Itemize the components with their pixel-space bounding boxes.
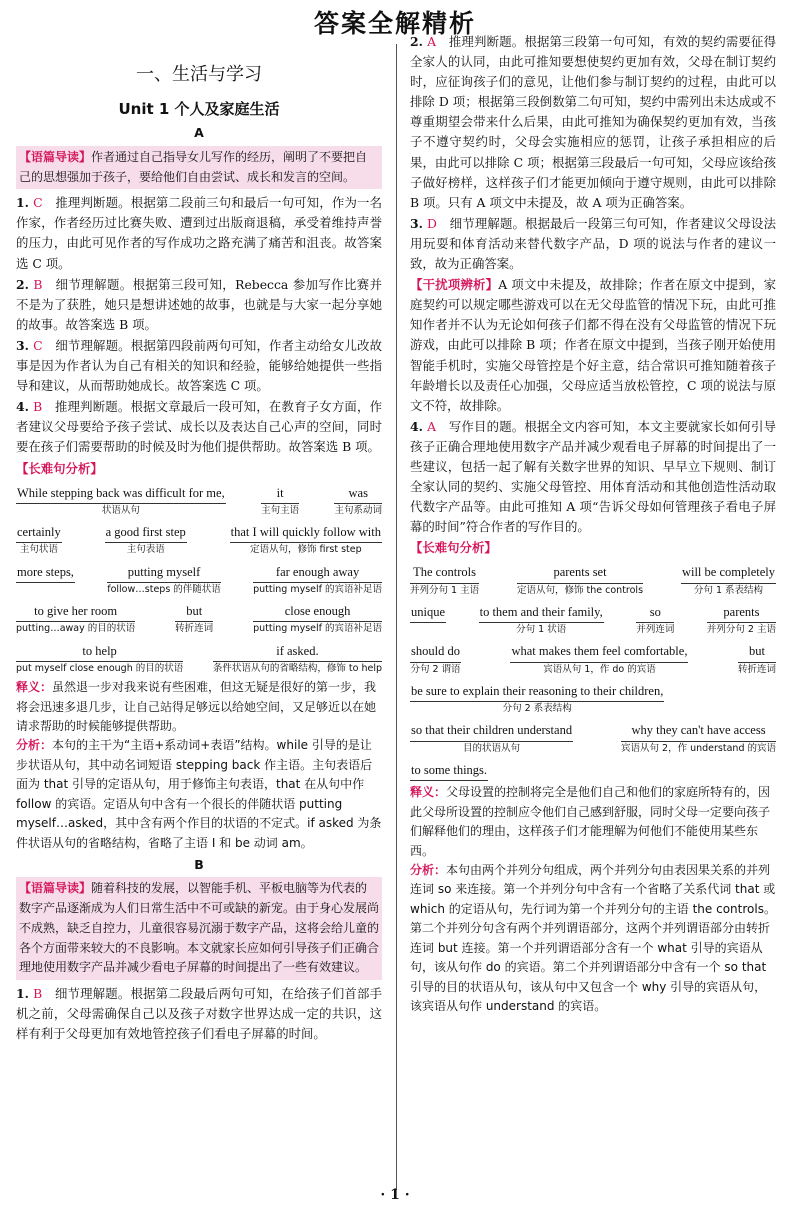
sentence-chunk: [681, 562, 776, 598]
chunk-annotation: 分句 1 系表结构: [693, 584, 764, 596]
answer-choice: A: [427, 418, 437, 434]
long-sentence-label: 【长难句分析】: [16, 460, 103, 476]
guide-text: 随着科技的发展，以智能手机、平板电脑等为代表的数字产品逐渐成为人们日常生活中不可或缺的新宠。由于身心发展尚不成熟，缺乏自控力，儿童很容易沉溺于数字产品，这将会给儿童的各个方面带来较大的不良影响。本文就家长应如何引导孩子们正确合理地使用数字产品并减少看电子屏幕的时间提出了一些有效建议。: [19, 881, 380, 975]
chunk-annotation: putting myself 的宾语补足语: [253, 583, 382, 595]
sentence-chunk: [636, 602, 674, 638]
sentence-chunk: [334, 483, 382, 519]
guide-label: 【语篇导读】: [19, 149, 92, 164]
sentence-chunk: [16, 601, 135, 637]
sentence-chunk: [707, 602, 776, 638]
chunk-row: [410, 641, 776, 677]
sentence-chunk: [410, 641, 461, 677]
sentence-chunk: [16, 522, 62, 558]
answer-b-1: 1. B 细节理解题。根据第二段最后两句可知，在给孩子们首部手机之前，父母需确保自己以及孩子对数字世界达成一定的共识，这样有利于父母更加有效地管控孩子们看电子屏幕的时间。: [16, 986, 382, 1042]
sentence-analysis-b: [410, 562, 776, 781]
left-column: [16, 46, 382, 1046]
chunk-annotation: 宾语从句 1，作 do 的宾语: [543, 663, 656, 675]
distractor-analysis: 【干扰项辨析】A 项文中未提及，故排除；作者在原文中提到，家庭契约可以规定哪些游戏可以在无父母监管的情况下玩，由此可推知作者并不认为无论如何孩子们都不得在没有父母监管的情况下玩游戏，由此可以排除 B 项；作者在原文中提到，当孩子刚开始使用智能手机时，实施父母管控是个好主意，结合常识可推知随着孩子年龄增长以及责任心加强，父母应适当放松管控，C 项的说法与原文不符，故排除。: [410, 277, 776, 413]
chunk-row: [16, 641, 382, 677]
chunk-annotation: follow…steps 的伴随状语: [107, 583, 221, 595]
passage-b-guide: [16, 877, 382, 980]
chunk-text: to them and their family,: [479, 602, 604, 623]
sentence-chunk: [517, 562, 643, 598]
answer-a-4: 4. B 推理判断题。根据文章最后一段可知，在教育子女方面，作者建议父母要给予孩子尝试、成长以及表达自己心声的空间，同时要在孩子们需要帮助的时候及时为他们提供帮助。故答案选 B 项。: [16, 399, 382, 455]
sentence-chunk: [16, 483, 226, 519]
page-number: · 1 ·: [380, 1187, 410, 1204]
chunk-text: if asked.: [213, 641, 382, 662]
chunk-text: parents set: [517, 562, 643, 583]
translation-b: 释义：父母设置的控制将完全是他们自己和他们的家庭所特有的，因此父母所设置的控制应令他们自己感到舒服，同时父母一定要向孩子们解释他们的理由，这样孩子们才能理解为何他们不能使用某些东西。: [410, 785, 771, 858]
chunk-text: close enough: [253, 601, 382, 622]
sentence-chunk: [738, 641, 776, 677]
answer-a-1: 1. C 推理判断题。根据第二段前三句和最后一句可知，作为一名作家，作者经历过比赛失败、遭到过出版商退稿，承受着维持声誉的压力，由此可见作者的写作成功之路充满了痛苦和沮丧。故答案选 C 项。: [16, 195, 383, 271]
sentence-chunk: [105, 522, 187, 558]
chunk-text: unique: [410, 602, 446, 623]
chunk-annotation: 宾语从句 2，作 understand 的宾语: [621, 742, 776, 754]
chunk-text: far enough away: [253, 562, 382, 583]
answer-choice: C: [33, 195, 43, 211]
chunk-text: so: [636, 602, 674, 623]
sentence-chunk: [16, 641, 183, 677]
unit-heading: Unit 1 个人及家庭生活: [118, 100, 280, 119]
chunk-annotation: putting…away 的目的状语: [16, 623, 136, 635]
answer-b-4: 4. A 写作目的题。根据全文内容可知，本文主要就家长如何引导孩子正确合理地使用数字产品并减少观看电子屏幕的时间提出了一些建议，包括一起了解有关数字世界的知识、早早立下规则、制订全家认同的契约、实施父母管控、用体育活动和其他创造性活动取代数字产品等。由此可推知 A 项“告诉父母如何管理孩子看电子屏幕的时间”符合作者的写作目的。: [410, 418, 776, 535]
sentence-chunk: [410, 602, 446, 623]
chunk-text: will be completely: [681, 562, 776, 583]
sentence-chunk: [175, 601, 213, 637]
chunk-text: to give her room: [16, 601, 135, 622]
sentence-chunk: [16, 562, 75, 583]
chunk-row: [16, 562, 382, 598]
chunk-annotation: put myself close enough 的目的状语: [16, 662, 184, 674]
chunk-annotation: 并列分句 2 主语: [706, 624, 776, 636]
chunk-text: but: [738, 641, 776, 662]
guide-text: 作者通过自己指导女儿写作的经历，阐明了不要把自己的思想强加于孩子，要给他们自由尝试、成长和发言的空间。: [19, 149, 368, 184]
chunk-row: [410, 720, 776, 756]
chunk-text: While stepping back was difficult for me,: [16, 483, 226, 504]
chunk-text: The controls: [410, 562, 479, 583]
chunk-text: certainly: [16, 522, 62, 543]
chunk-annotation: 条件状语从句的省略结构，修饰 to help: [212, 662, 382, 674]
answer-choice: A: [427, 34, 437, 49]
sentence-chunk: [410, 760, 488, 781]
sentence-chunk: [253, 601, 382, 637]
chunk-annotation: 定语从句，修饰 first step: [250, 544, 362, 556]
answer-a-2: 2. B 细节理解题。根据第三段可知，Rebecca 参加写作比赛并不是为了获胜，她只是想讲述她的故事，也就是与大家一起分享她的故事。故答案选 B 项。: [16, 276, 382, 332]
chunk-text: but: [175, 601, 213, 622]
sentence-chunk: [213, 641, 382, 677]
answer-choice: C: [33, 337, 43, 353]
sentence-chunk: [410, 720, 573, 756]
passage-a-label: A: [194, 125, 204, 141]
analysis-a: 分析：本句的主干为“主语+系动词+表语”结构。while 引导的是让步状语从句，其中动名词短语 stepping back 作主语。主句表语后面为 that 引导的定语从句，用于修饰主句表语，that 在从句中作 follow 的宾语。定语从句中含有一个很长的伴随状语 putting myself…asked，其中含有两个作目的状语的不定式。if asked 为条件状语从句的省略结构，省略了主语 I 和 be 动词 am。: [16, 738, 382, 850]
chunk-text: it: [261, 483, 299, 504]
sentence-chunk: [410, 562, 479, 598]
chunk-text: to help: [16, 641, 183, 662]
translation-a: 释义：虽然退一步对我来说有些困难，但这无疑是很好的第一步，我将会迅速多退几步，让自己站得足够远以给她空间，又足够近以在她请求帮助的时候能够提供帮助。: [16, 680, 377, 733]
sentence-chunk: [261, 483, 299, 519]
chunk-row: [410, 681, 776, 717]
chunk-text: parents: [707, 602, 776, 623]
chunk-row: [410, 760, 776, 781]
answer-choice: B: [33, 399, 43, 415]
chunk-annotation: 主句主语: [261, 504, 300, 516]
chunk-text: putting myself: [107, 562, 221, 583]
chunk-text: was: [334, 483, 382, 504]
sentence-chunk: [621, 720, 776, 756]
analysis-b: 分析：本句由两个并列分句组成，两个并列分句由表因果关系的并列连词 so 来连接。第一个并列分句中含有一个省略了关系代词 that 或 which 的定语从句，先行词为第一个并列分句的主语 the controls。第二个并列分句含有两个并列谓语部分，这两个并列谓语部分由转折连词 but 连接。第一个并列谓语部分含有一个 what 引导的宾语从句，该从句作 do 的宾语。第二个并列谓语部分中含有一个 so that 引导的目的状语从句，该从句中又包含一个 why 引导的宾语从句，该宾语从句作 understand 的宾语。: [410, 862, 776, 1013]
sentence-chunk: [107, 562, 221, 598]
chunk-text: a good first step: [105, 522, 187, 543]
chunk-annotation: 转折连词: [175, 623, 214, 635]
chunk-text: more steps,: [16, 562, 75, 583]
chunk-annotation: 主句状语: [19, 544, 58, 556]
sentence-chunk: [410, 681, 664, 717]
answer-choice: B: [33, 276, 43, 292]
answer-a-3: 3. C 细节理解题。根据第四段前两句可知，作者主动给女儿改故事是因为作者认为自己有相关的知识和经验，能够给她提供一些指导和建议，从而帮助她成长。故答案选 C 项。: [16, 337, 383, 394]
chunk-annotation: 目的状语从句: [463, 742, 521, 754]
chunk-annotation: 并列分句 1 主语: [410, 584, 480, 596]
chunk-text: that I will quickly follow with: [230, 522, 382, 543]
chunk-text: be sure to explain their reasoning to their children,: [410, 681, 664, 702]
sentence-chunk: [253, 562, 382, 598]
long-sentence-label: 【长难句分析】: [410, 540, 497, 556]
right-column: [410, 32, 776, 1016]
chunk-annotation: 转折连词: [737, 663, 776, 675]
chunk-annotation: 并列连词: [636, 624, 675, 636]
chunk-text: to some things.: [410, 760, 488, 781]
chunk-row: [16, 601, 382, 637]
chunk-row: [16, 522, 382, 558]
passage-b-label: B: [194, 857, 204, 873]
passage-a-guide: [16, 146, 382, 190]
chunk-text: why they can't have access: [621, 720, 776, 741]
chunk-row: [410, 602, 776, 638]
guide-label: 【语篇导读】: [19, 881, 92, 896]
page-title: 答案全解精析: [313, 9, 476, 38]
chunk-annotation: 分句 1 状语: [516, 624, 567, 636]
answer-choice: B: [33, 986, 43, 1002]
chunk-text: what makes them feel comfortable,: [510, 641, 688, 662]
sentence-chunk: [510, 641, 688, 677]
chunk-annotation: 主句系动词: [334, 504, 382, 516]
chunk-row: [16, 483, 382, 519]
answer-b-2: 2. A 推理判断题。根据第三段第一句可知，有效的契约需要征得全家人的认同，由此可推知要想使契约更加有效，父母在制订契约时，应征询孩子们的意见，让他们参与制订契约的过程，由此可以排除 D 项；根据第三段倒数第二句可知，契约中需列出未达成或不尊重期望会带来什么后果，由此可推知为确保契约更加有效，当孩子不遵守契约时，父母会实施相应的惩罚，让孩子承担相应的后果，由此可以排除 C 项；根据第三段最后一句可知，父母应该给孩子做好榜样，这样孩子们才能更加倾向于遵守规则，由此可以排除 B 项。只有 A 项文中未提及，故 A 项为正确答案。: [410, 34, 776, 210]
chunk-row: [410, 562, 776, 598]
chunk-text: so that their children understand: [410, 720, 573, 741]
chunk-annotation: 分句 2 谓语: [410, 663, 461, 675]
chunk-annotation: 状语从句: [101, 504, 140, 516]
section-heading: 一、生活与学习: [136, 64, 262, 85]
chunk-annotation: 主句表语: [126, 544, 165, 556]
chunk-annotation: putting myself 的宾语补足语: [253, 623, 382, 635]
chunk-annotation: 分句 2 系表结构: [502, 703, 572, 715]
answer-choice: D: [427, 215, 437, 231]
sentence-analysis-a: [16, 483, 382, 677]
chunk-text: should do: [410, 641, 461, 662]
sentence-chunk: [479, 602, 604, 638]
column-divider: [396, 44, 397, 1190]
sentence-chunk: [230, 522, 382, 558]
chunk-annotation: 定语从句，修饰 the controls: [517, 584, 644, 596]
answer-b-3: 3. D 细节理解题。根据最后一段第三句可知，作者建议父母设法用玩耍和体育活动来替代数字产品，D 项的说法与作者的建议一致，故为正确答案。: [410, 215, 777, 272]
